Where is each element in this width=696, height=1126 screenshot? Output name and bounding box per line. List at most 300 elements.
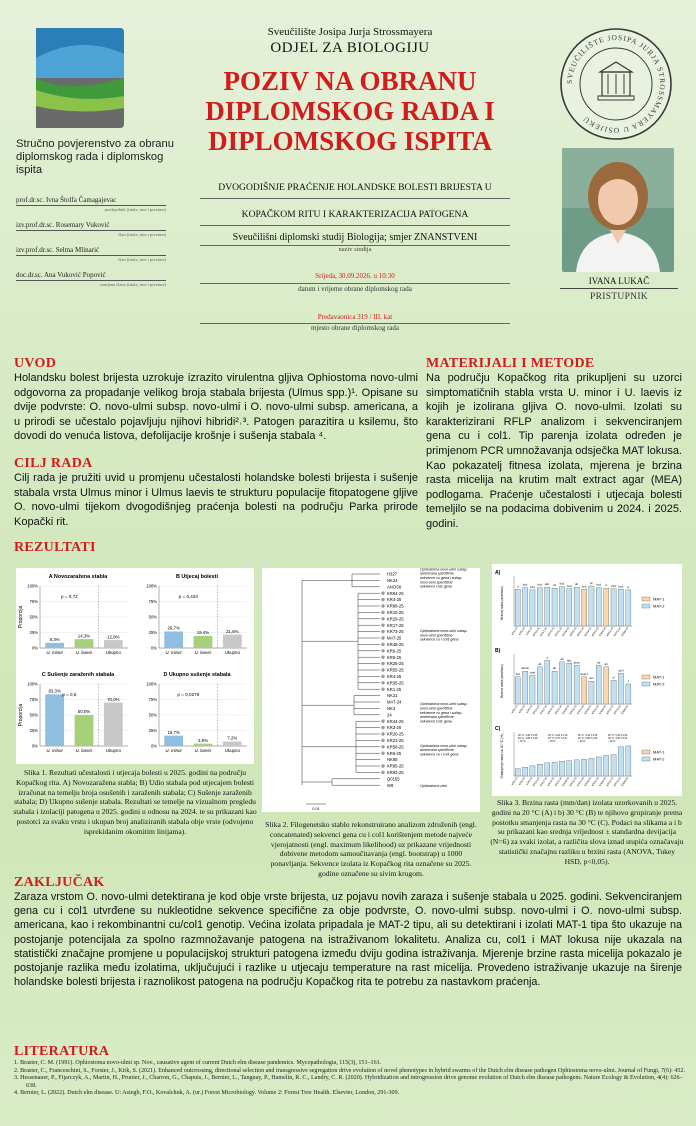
category-label: KR88-25 — [620, 704, 630, 715]
group-annotation-line: 30 °C: 4,24 ± 0,26 — [548, 734, 568, 737]
data-label: 3,8% — [197, 737, 209, 743]
member-name: izv.prof.dr.sc. Selma Mlinarić — [16, 246, 166, 256]
legend-label: MAT-1 — [653, 674, 665, 680]
isolate-marker — [381, 630, 384, 633]
bar — [581, 589, 586, 626]
significance-letter: abcd — [573, 660, 580, 665]
bar — [45, 643, 64, 648]
category-label: Ukupno — [224, 748, 240, 753]
legend-swatch — [642, 597, 650, 601]
clade-label — [420, 629, 468, 642]
significance-letter: bcdef — [580, 671, 588, 676]
category-label: KR29-25 — [561, 626, 571, 637]
tree-tip-label: ANOS6 — [387, 584, 402, 590]
seal-text: SVEUČILIŠTE JOSIPA JURJA STROSSMAYERA U OSIJEKU — [564, 32, 668, 136]
figure-2-caption: Slika 2. Filogenetsko stablo rekonstruirano analizom združenih (engl. concatenated) sekvenci gena cu i col1 korištenjem metode najveće vjerojatnosti (engl. maximum likelihood) uz prikazane vrijednosti dobivene metodom samoučitavanja (engl. bootstrap) u 1000 ponavljanja. Sekvence izolata iz Kopačkog rita označene su 2025. godine označene su sivim krugom. — [265, 820, 477, 878]
member-name: prof.dr.sc. Ivna Štolfa Čamagajevac — [16, 196, 166, 206]
tree-tip-label: NK88 — [387, 757, 398, 763]
category-label: KR4-25 — [511, 626, 519, 636]
title-line: DIPLOMSKOG ISPITA — [208, 126, 492, 156]
figure-3 — [492, 564, 682, 796]
axis-label: Smanjenje rasta na 30 °C (%) — [500, 733, 504, 779]
legend-swatch — [642, 757, 650, 761]
clade-label-line: sekvence cu gena i subsp. — [420, 710, 463, 715]
isolate-marker — [381, 611, 384, 614]
isolate-marker — [381, 656, 384, 659]
bar — [604, 667, 609, 704]
group-annotation-line: ≈ 37 % — [518, 740, 526, 743]
isolate-marker — [381, 720, 384, 723]
category-label: KR44-25 — [576, 776, 585, 787]
category-label: KR58-25 — [598, 704, 608, 715]
isolate-marker — [381, 643, 384, 646]
significance-letter: cd — [553, 583, 557, 588]
figure-1 — [16, 568, 254, 764]
group-annotation-line: 30 °C: 1,95 ± 0,35 — [518, 734, 538, 737]
bar — [75, 715, 94, 746]
bar — [567, 589, 572, 626]
tree-tip-label: KR64-25 — [387, 590, 404, 596]
clade-label — [420, 568, 468, 589]
thesis-title-line: DVOGODIŠNJE PRAĆENJE HOLANDSKE BOLESTI BRIJESTA U — [218, 182, 492, 193]
section-heading-uvod: UVOD — [14, 356, 57, 371]
growth-charts — [492, 564, 682, 796]
section-heading-literatura: LITERATURA — [14, 1044, 110, 1059]
clade-label-line: Ophiostoma novo-ulmi subsp. — [420, 743, 468, 748]
bar — [589, 681, 594, 704]
chart-title: C Sušenje zaraženih stabala — [41, 672, 115, 678]
tick-label: 25% — [29, 630, 38, 636]
bar — [559, 587, 564, 626]
bar — [537, 588, 542, 626]
tree-tip-label: KR5-25 — [387, 654, 402, 660]
legend-swatch — [642, 675, 650, 679]
category-label: KR4-25 — [511, 704, 519, 714]
bar — [75, 639, 94, 648]
chart-title: A Novozaražena stabla — [48, 574, 108, 580]
category-label: KR55-25 — [591, 704, 600, 715]
category-label: U. laevis — [194, 650, 212, 655]
category-label: KR88-25 — [620, 776, 630, 787]
bar — [589, 586, 594, 626]
significance-letter: bcd — [567, 583, 572, 588]
clade-label-line: americana specifične — [420, 571, 454, 576]
tree-tip-label: KR85-25 — [387, 763, 404, 769]
study-program: Sveučilišni diplomski studij Biologija; smjer ZNANSTVENI — [232, 232, 478, 243]
category-label: KR64-25 — [606, 776, 615, 787]
isolate-marker — [381, 745, 384, 748]
significance-letter: def — [589, 676, 594, 681]
title-line: POZIV NA OBRANU — [223, 66, 477, 96]
bar — [611, 680, 616, 704]
committee-member — [16, 246, 166, 262]
data-label: 83,3% — [48, 688, 61, 694]
significance-letter: ef — [612, 675, 615, 680]
clade-label-line: novo-ulmi specifične — [420, 706, 453, 711]
significance-letter: d — [627, 584, 630, 589]
category-label: KR58-25 — [598, 776, 608, 787]
tree-tip-label: KR88-25 — [387, 603, 404, 609]
category-label: KR35-25 — [569, 776, 578, 787]
tree-tip-label: KR17-25 — [387, 622, 404, 628]
figure-3-caption: Slika 3. Brzina rasta (mm/dan) izolata uzorkovanih u 2025. godini na 20 °C (A) i b) 30 °C (B) te njihovo grupiranje prema postotku smanjenja rasta na 30 °C (C). Podaci na slikama a i b su prikazani kao srednja vrijednost ± standardna devijacija (N=6) za svaki izolat, a različita slova iznad stupića označavaju statistički značajnu razliku u brzini rasta (ANOVA, Tukey HSD, p<0,05). — [490, 798, 684, 866]
category-label: KR29-25 — [561, 704, 571, 715]
tree-tip-label: KR55-25 — [387, 667, 404, 673]
group-annotation-line: ≈ 33 % — [548, 740, 556, 743]
clade-label-line: sekvence cu gena i subsp. — [420, 576, 463, 580]
isolate-marker — [381, 662, 384, 665]
significance-letter: bcd — [522, 582, 528, 587]
isolate-marker — [381, 592, 384, 595]
bar — [604, 588, 609, 626]
committee-member — [16, 221, 166, 237]
bar — [626, 746, 631, 776]
bar — [164, 736, 183, 746]
bar — [559, 761, 564, 776]
group-annotation-line: 30 °C: 3,94 ± 0,25 — [578, 734, 598, 737]
category-label: KR73-25 — [613, 626, 622, 637]
category-label: KR25-25 — [554, 626, 563, 637]
member-name: doc.dr.sc. Ana Vuković Popović — [16, 271, 166, 281]
category-label: U. laevis — [75, 748, 93, 753]
bar — [223, 742, 242, 746]
tick-label: 100% — [146, 583, 157, 589]
thesis-title-line: KOPAČKOM RITU I KARAKTERIZACIJA PATOGENA — [241, 209, 469, 220]
significance-letter: ab — [560, 656, 564, 661]
group-annotation — [578, 734, 598, 743]
legend-label: MAT-1 — [653, 749, 665, 755]
bar — [552, 762, 557, 776]
isolate-marker — [381, 688, 384, 691]
tree-tip-label: NK4 — [387, 706, 396, 711]
tree-tip-label: KR58-25 — [387, 744, 404, 750]
tree-tip-label: KR25-25 — [387, 661, 404, 667]
tick-label: 25% — [29, 728, 38, 734]
bar — [618, 589, 623, 626]
significance-letter: cdef — [529, 670, 536, 675]
axis-label: Proporcija — [18, 703, 24, 727]
axis-label: Brzina rasta (mm/dan) — [500, 586, 504, 620]
p-value: p = 0,434 — [178, 594, 198, 599]
significance-letter: ab — [604, 661, 608, 666]
isolate-marker — [381, 771, 384, 774]
category-label: Ukupno — [105, 650, 121, 655]
bar — [596, 588, 601, 626]
bar — [618, 747, 623, 776]
p-value: p = 0,72 — [60, 594, 78, 599]
member-role: predsjednik (titula, ime i prezime) — [104, 207, 166, 212]
isolate-marker — [381, 649, 384, 652]
tick-label: 100% — [146, 681, 157, 687]
bar — [45, 694, 64, 746]
clade-label-line: sekvence cu i col1 gena — [420, 637, 459, 642]
legend-swatch — [642, 604, 650, 608]
tick-label: 25% — [148, 630, 157, 636]
axis-label: Brzina rasta (mm/dan) — [500, 664, 504, 698]
legend-label: MAT-2 — [653, 681, 665, 687]
tree-tip-label: W9 — [387, 782, 394, 788]
bar — [604, 755, 609, 776]
section-heading-metode: MATERIJALI I METODE — [426, 356, 595, 371]
member-role: zamjena člana (titula, ime i prezime) — [100, 282, 166, 287]
group-annotation-line: 20 °C: 1,89 ± 0,29 — [518, 737, 538, 740]
bar — [626, 684, 631, 704]
significance-letter: bcd — [537, 582, 543, 587]
tick-label: 50% — [148, 712, 157, 718]
significance-letter: abcde — [521, 666, 529, 671]
clade-label-line: americana specifične — [420, 748, 454, 753]
data-label: 14,3% — [77, 633, 91, 639]
bar — [194, 744, 213, 746]
uvod-text: Holandsku bolest brijesta uzrokuje izrazito virulentna gljiva Ophiostoma novo-ulmi odgovorna za propadanje velikog broja stabala brijesta (Ulmus spp.)¹. Opisane su dvije podvrste: O. novo-ulmi subsp. novo-ulmi i O. novo-ulmi subsp. americana, a u prirodi se učestalo pojavljuju njihovi hibridi²˒³. Patogen parazitira u ksilemu, što dovodi do venuća listova, defolijacije krošnje i sušenja stabala ⁴. — [14, 372, 418, 443]
tick-label: 0% — [150, 743, 157, 749]
tree-tip-label: NK21 — [387, 693, 398, 699]
data-label: 7,2% — [227, 735, 238, 741]
defense-date-label: datum i vrijeme obrane diplomskog rada — [298, 285, 412, 293]
bar — [530, 590, 535, 626]
category-label: KR10-25 — [532, 704, 541, 715]
bar — [567, 761, 572, 776]
defense-room-label: mjesto obrane diplomskog rada — [310, 324, 400, 332]
category-label: KR6-25 — [525, 704, 534, 714]
student-photo — [562, 148, 674, 272]
clade-label-line: sekvence col1 gena — [420, 584, 452, 589]
figure-1-caption: Slika 1. Rezultati učestalosti i utjecaja bolesti u 2025. godini na području Kopačkog rita. A) Novozaražena stabla; B) Udio stabala pod utjecajem bolesti izračunat na temelju broja osušenih i zaraženih stabala; C) Sušenje zaraženih stabala; D) Ukupno sušenje stabala. Rezultati se temelje na vizualnom pregledu stabala i izolaciji patogena u 2025. godini u odnosu na 2024. te su prikazani kao postotci za svaku vrstu i ukupan broj analiziranih stabala obje vrste (odvojeno isprekidanim okomitim linijama). — [13, 768, 257, 836]
clade-label-line: sekvence col1 gena — [420, 719, 452, 724]
panel-label: A) — [495, 570, 501, 576]
tree-tip-label: KR6-25 — [387, 648, 402, 654]
category-label: KR48-25 — [583, 626, 593, 637]
committee-member — [16, 271, 166, 287]
legend-label: MAT-2 — [653, 756, 665, 762]
bar — [522, 671, 527, 704]
isolate-marker — [381, 764, 384, 767]
data-label: 19,4% — [196, 630, 210, 636]
metode-text: Na području Kopačkog rita prikupljeni su uzorci simptomatičnih stabla vrsta U. minor i U. laevis iz kojih je izolirana gljiva O. novo-ulmi. Izolati su karakterizirani RFLP analizom i sekvenciranjem gena cu i col1. Tip parenja izolata određen je primjenom PCR umnožavanja odsječka MAT lokusa. Kao pokazatelj fitnesa izolata, mjerena je brzina rasta micelija na krutim malt extract agar (MEA) podlogama. Praćenje učestalosti i utjecaja bolesti temeljilo se na podacima dobivenim u 2024. i 2025. godini. — [426, 372, 682, 530]
data-label: 26,7% — [167, 625, 180, 631]
tree-tip-label: KR4-25 — [387, 597, 402, 603]
bar — [530, 766, 535, 776]
p-value: p = 0,5 — [62, 692, 77, 697]
clade-label-line: Ophiostoma ulmi — [420, 784, 447, 789]
category-label: Ukupno — [105, 748, 121, 753]
category-label: KR4-25 — [511, 776, 519, 786]
category-label: U. laevis — [194, 748, 212, 753]
isolate-marker — [381, 624, 384, 627]
isolate-marker — [381, 681, 384, 684]
zakljucak-text: Zaraza vrstom O. novo-ulmi detektirana je kod obje vrste brijesta, uz pojavu novih zaraza i sušenje stabala u 2025. godini. Sekvenciranjem gena cu i col1 utvrđene su nukleotidne sekvence specifične za obje podvrste, O. novo-ulmi subsp. novo-ulmi i O. novo-ulmi subsp. americana, kao i rekombinantni cu/col1 genotip. Većina izolata pripadala je MAT-2 tipu, ali su detektirani i izolati MAT-1 tipa što ukazuje na postojanje potencijala za spolno razmnožavanje patogena na istraživanom lokalitetu. Analiza cu, col1 i MAT lokusa nije ukazala na statistički značajne promjene u populacijskoj strukturi patogena između dviju godina istraživanja. Mjerenje brzine rasta micelija pokazalo je postojanje razlika među izolatima, uključujući i razlike u utjecaju temperature na rast micelija. Provedeno istraživanje ukazuje na širenje holandske bolesti brijesta i raznolikost patogena na području Kopačkog rita te potrebu za nastavkom praćenja. — [14, 891, 682, 989]
significance-letter: a — [605, 583, 607, 588]
clade-label-line: Ophiostoma novo-ulmi subsp. — [420, 702, 468, 707]
divider — [200, 225, 510, 226]
group-annotation — [518, 734, 538, 743]
category-label: KR44-25 — [576, 704, 585, 715]
department-name: ODJEL ZA BIOLOGIJU — [270, 40, 430, 56]
tree-tip-label: KR48-25 — [387, 642, 404, 647]
tree-tip-label: KR93-25 — [387, 770, 404, 775]
committee-member — [16, 196, 166, 212]
data-label: 70,0% — [107, 696, 120, 702]
tree-tip-label: KR21-25 — [387, 738, 404, 743]
tick-label: 75% — [29, 697, 38, 703]
group-annotation — [608, 734, 628, 743]
significance-letter: ab — [597, 660, 601, 665]
tree-tip-label: KR73-25 — [387, 629, 404, 635]
bar — [574, 665, 579, 704]
tick-label: 75% — [148, 697, 157, 703]
category-label: KR17-25 — [539, 776, 549, 787]
section-heading-rezultati: REZULTATI — [14, 540, 96, 555]
category-label: KR5-25 — [518, 776, 526, 786]
legend-swatch — [642, 682, 650, 686]
bar — [567, 663, 572, 704]
significance-letter: abc — [544, 582, 550, 587]
reference-item: 1. Brasier, C. M. (1991). Ophiostoma novo-ulmi sp. Nov., causative agent of current Dutch elm disease pandemics. Mycopathologia, 115(3), 151–161. — [14, 1060, 382, 1066]
reference-list — [14, 1060, 686, 1098]
p-value: p = 0,0278 — [177, 692, 200, 697]
isolate-marker — [381, 617, 384, 620]
bar — [596, 665, 601, 704]
significance-letter: ab — [575, 582, 579, 587]
bar — [545, 763, 550, 776]
divider — [200, 283, 510, 284]
significance-letter: a — [546, 655, 548, 660]
bar — [515, 677, 520, 704]
student-role: PRISTUPNIK — [590, 292, 648, 302]
significance-letter: bcd — [530, 584, 535, 589]
category-label: KR35-25 — [569, 626, 578, 637]
significance-letter: d — [516, 584, 519, 589]
data-label: 50,0% — [77, 709, 91, 715]
clade-label-line: Ophiostoma novo-ulmi subsp. — [420, 568, 468, 572]
bar — [596, 757, 601, 776]
bar — [522, 767, 527, 776]
committee-title: Stručno povjerenstvo za obranu diplomskog rada i diplomskog ispita — [16, 138, 174, 176]
bar — [515, 769, 520, 776]
tick-label: 50% — [29, 712, 38, 718]
tree-tip-label: 24 — [387, 712, 392, 718]
reference-item: 4. Bernier, L. (2022). Dutch elm disease. U: Asiegb, F.O., Kovalchuk, A. (ur.) Forest Microbiology. Volume 2: Forest Tree Health. Elsevier, London, 291-309. — [14, 1090, 400, 1097]
category-label: KR25-25 — [554, 776, 563, 787]
group-annotation-line: 20 °C: 6,37 ± 0,27 — [548, 737, 568, 740]
category-label: KR64-25 — [606, 626, 615, 637]
tree-tip-label: KR29-25 — [387, 616, 404, 622]
group-annotation-line: 20 °C: 6,86 ± 0,25 — [578, 737, 598, 740]
clade-label-line: sekvence cu i col1 gena — [420, 752, 459, 757]
member-name: izv.prof.dr.sc. Rosemary Vuković — [16, 221, 166, 231]
tree-tip-label: KR4-25 — [387, 674, 402, 679]
isolate-marker — [381, 726, 384, 729]
tick-label: 50% — [148, 614, 157, 620]
tree-tip-label: NK24 — [387, 578, 398, 583]
category-label: KR29-25 — [561, 776, 571, 787]
category-label: U. minor — [165, 748, 182, 753]
bar — [537, 667, 542, 704]
isolate-marker — [381, 604, 384, 607]
category-label: KR73-25 — [613, 704, 622, 715]
panel-label: C) — [495, 726, 501, 732]
category-label: KR35-25 — [569, 704, 578, 715]
tree-tip-label: KR10-25 — [387, 610, 404, 615]
bar — [559, 662, 564, 704]
figure-2 — [262, 568, 480, 812]
significance-letter: abc — [567, 658, 572, 663]
chart-title: B Utjecaj bolesti — [176, 574, 218, 580]
tree-tip-label: KR1-25 — [387, 686, 402, 692]
category-label: KR58-25 — [598, 626, 608, 637]
legend-swatch — [642, 750, 650, 754]
isolate-marker — [381, 739, 384, 742]
legend-label: MAT-1 — [653, 596, 665, 602]
clade-label-line: americana specifične — [420, 715, 454, 720]
page-title — [180, 66, 520, 156]
panel-label: B) — [495, 648, 501, 654]
significance-letter: bcd — [596, 582, 602, 587]
bar — [545, 660, 550, 704]
isolate-marker — [381, 598, 384, 601]
clade-label — [420, 702, 468, 723]
category-label: KR20-25 — [547, 626, 556, 637]
bar — [574, 587, 579, 626]
reference-item: 2. Brasier, C., Franceschini, S., Forster, J., Kirk, S. (2021). Enhanced outcrossing, directional selection and transgressive segregation drive evolution of novel phenotypes in hybrid swarms of the Dutch elm disease pathogen Ophiostoma novo-ulmi. Journal of Fungi, 7(6): 452. — [14, 1067, 686, 1074]
significance-letter: bc — [589, 581, 593, 585]
tree-tip-label: KR35-25 — [387, 680, 404, 686]
defense-room: Predavaonica 319 / III. kat — [317, 313, 393, 321]
category-label: KR17-25 — [539, 704, 549, 715]
legend-label: MAT-2 — [653, 603, 665, 609]
section-heading-zakljucak: ZAKLJUČAK — [14, 875, 105, 890]
clade-label-line: novo-ulmi specifične — [420, 580, 453, 585]
category-label: KR10-25 — [532, 626, 541, 637]
bar — [515, 589, 520, 626]
category-label: Ukupno — [224, 650, 240, 655]
bar — [552, 588, 557, 626]
category-label: KR6-25 — [525, 626, 534, 636]
tree-tip-label: KR44-25 — [387, 718, 404, 724]
clade-label — [420, 744, 468, 757]
bar — [581, 677, 586, 704]
clade-label-line: Ophiostoma novo-ulmi subsp. — [420, 629, 468, 633]
category-label: KR10-25 — [532, 776, 541, 787]
bar — [104, 640, 123, 648]
group-annotation — [548, 734, 568, 743]
bar — [574, 760, 579, 776]
tick-label: 75% — [29, 599, 38, 605]
significance-letter: bcd — [581, 584, 587, 589]
category-label: KR64-25 — [606, 704, 615, 715]
category-label: KR25-25 — [554, 704, 563, 715]
clade-label — [420, 784, 447, 788]
bar — [522, 588, 527, 626]
category-label: KR44-25 — [576, 626, 585, 637]
data-label: 21,6% — [226, 628, 239, 634]
bar — [626, 590, 631, 626]
tree-tip-label: KR3-25 — [387, 725, 402, 731]
member-role: član (titula, ime i prezime) — [118, 257, 166, 262]
data-label: 16,7% — [167, 729, 180, 735]
category-label: KR17-25 — [539, 626, 549, 637]
category-label: KR73-25 — [613, 776, 622, 787]
category-label: KR5-25 — [518, 626, 526, 636]
tree-tip-label: MAT-24 — [387, 699, 402, 705]
data-label: 8,3% — [49, 637, 60, 643]
bar — [618, 673, 623, 704]
category-label: U. laevis — [75, 650, 93, 655]
tick-label: 50% — [29, 614, 38, 620]
reference-item: 3. Hessenauer, P., Fijarczyk, A., Martin, H., Prunier, J., Charron, G., Chapuis, J., Bernier, L., Tanguay, P., Hamelin, R. C., Landry, C. R. (2020). Hybridization and introgression drive genome evolution of Dutch elm disease pathogens. Nature Ecology & Evolution, 4(4): 626–638. — [14, 1075, 683, 1089]
tree-tip-label: Q0155 — [387, 776, 400, 782]
divider — [200, 198, 510, 199]
